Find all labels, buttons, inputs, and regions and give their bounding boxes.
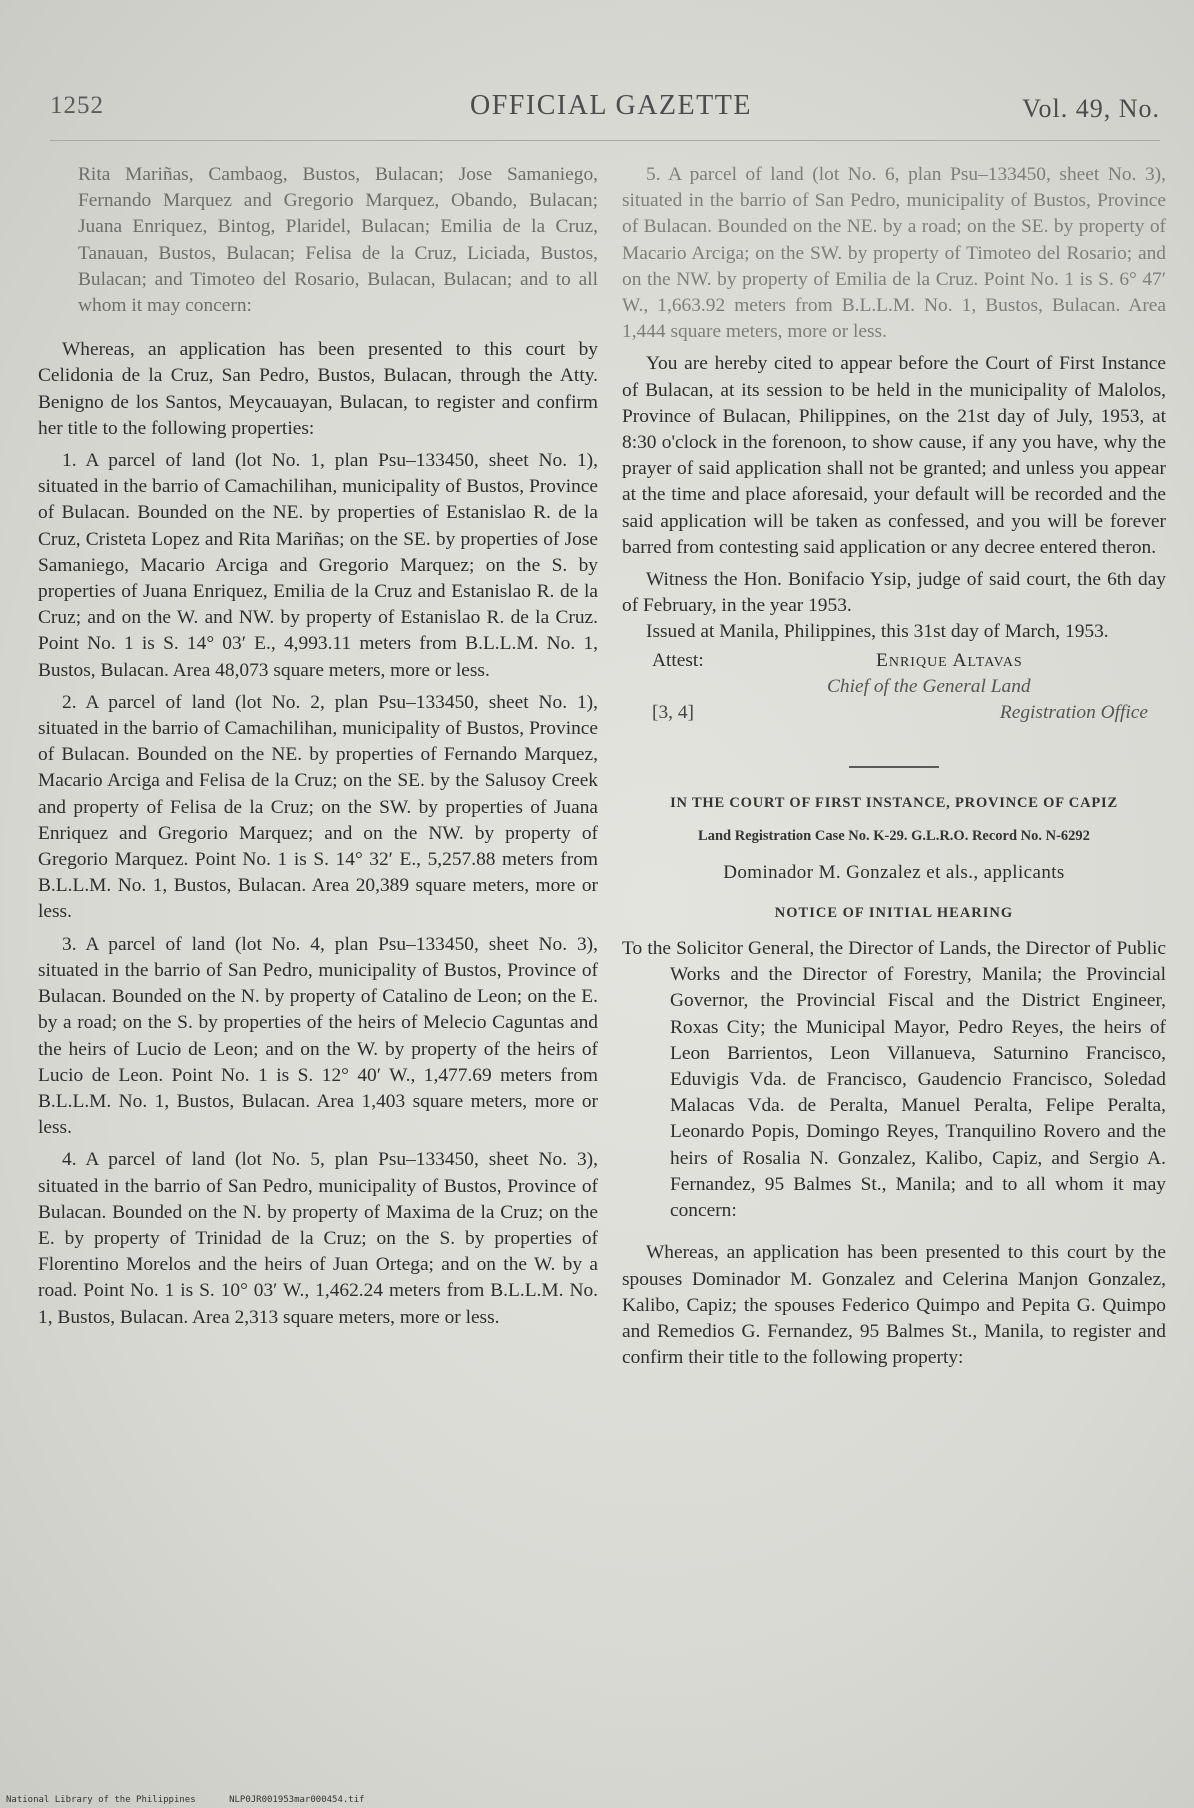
file-name: NLP0JR001953mar000454.tif (229, 1795, 365, 1805)
library-credit: National Library of the Philippines (6, 1795, 196, 1805)
parcel-4: 4. A parcel of land (lot No. 5, plan Psu–133450, sheet No. 3), situated in the barrio of San Pedro, municipality of Bustos, Province of Bulacan. Bounded on the N. by property of Maxima de la Cruz; on the E. by property of Trinidad de la Cruz; on the S. by properties of Florentino Morelos and the heirs of Juan Ortega; and on the W. by a road. Point No. 1 is S. 10° 03′ W., 1,462.24 meters from B.L.L.M. No. 1, Bustos, Bulacan. Area 2,313 square meters, more or less. (38, 1149, 598, 1328)
header-rule (50, 140, 1160, 141)
addressee-list: Rita Mariñas, Cambaog, Bustos, Bulacan; Jose Samaniego, Fernando Marquez and Gregorio Marquez, Obando, Bulacan; Juana Enriquez, Bintog, Plaridel, Bulacan; Emilia de la Cruz, Tanauan, Bustos, Bulacan; Felisa de la Cruz, Liciada, Bustos, Bulacan; and Timoteo del Rosario, Bulacan, Bulacan; and to all whom it may concern: (78, 164, 598, 317)
whereas-paragraph-2: Whereas, an application has been presented to this court by the spouses Dominador M. Gonzalez and Celerina Manjon Gonzalez, Kalibo, Capiz; the spouses Federico Quimpo and Pepita G. Quimpo and Remedios G. Fernandez, 95 Balmes St., Manila, to register and confirm their title to the following property: (622, 1242, 1166, 1369)
whereas-paragraph: Whereas, an application has been presented to this court by Celidonia de la Cruz, San Pedro, Bustos, Bulacan, through the Atty. Benigno de los Santos, Meycauayan, Bulacan, to register and confirm her title to the following properties: (38, 339, 598, 439)
right-column (622, 162, 1166, 1371)
court-heading: IN THE COURT OF FIRST INSTANCE, PROVINCE OF CAPIZ (670, 794, 1118, 811)
parcel-2: 2. A parcel of land (lot No. 2, plan Psu–133450, sheet No. 1), situated in the barrio of Camachilihan, municipality of Bustos, Province of Bulacan. Bounded on the NE. by properties of Fernando Marquez, Macario Arciga and Felisa de la Cruz; on the SE. by the Salusoy Creek and property of Felisa de la Cruz; on the SW. by properties of Juana Enriquez and Gregorio Marquez; and on the NW. by property of Gregorio Marquez. Point No. 1 is S. 14° 32′ E., 5,257.88 meters from B.L.L.M. No. 1, Bustos, Bulacan. Area 20,389 square meters, more or less. (38, 691, 598, 923)
citation-paragraph: You are hereby cited to appear before the Court of First Instance of Bulacan, at its session to be held in the municipality of Malolos, Province of Bulacan, Philippines, on the 21st day of July, 1953, at 8:30 o'clock in the forenoon, to show cause, if any you have, why the prayer of said application shall not be granted; and unless you appear at the time and place aforesaid, your default will be recorded and the said application will be taken as confessed, and you will be forever barred from contesting said application or any decree entered theron. (622, 353, 1166, 558)
publication-title: OFFICIAL GAZETTE (470, 90, 752, 121)
signer-title-line-2: Registration Office (999, 701, 1148, 723)
signer-title-line-1: Chief of the General Land (827, 675, 1031, 697)
section-divider (849, 766, 939, 768)
attestation-block (622, 648, 1166, 732)
reference-number: [3, 4] (652, 701, 695, 723)
witness-paragraph: Witness the Hon. Bonifacio Ysip, judge of said court, the 6th day of February, in the year 1953. (622, 569, 1166, 617)
volume-label: Vol. 49, No. (1022, 94, 1160, 123)
scan-footer (6, 1795, 393, 1805)
left-column (38, 162, 598, 1331)
page-number: 1252 (50, 92, 104, 119)
attest-label: Attest: (652, 649, 704, 671)
page-header (50, 88, 1160, 128)
signer-name: Enrique Altavas (876, 649, 1023, 671)
case-line: Land Registration Case No. K-29. G.L.R.O. Record No. N-6292 (698, 827, 1090, 844)
addressee-paragraph: To the Solicitor General, the Director of Lands, the Director of Public Works and the Director of Forestry, Manila; the Provincial Governor, the Provincial Fiscal and the District Engineer, Roxas City; the Municipal Mayor, Pedro Reyes, the heirs of Leon Barrientos, Leon Villanueva, Saturnino Francisco, Eduvigis Vda. de Francisco, Gaudencio Francisco, Soledad Malacas Vda. de Peralta, Manuel Peralta, Felipe Peralta, Leonardo Popis, Domingo Reyes, Tranquilino Rovero and the heirs of Rosalia N. Gonzalez, Kalibo, Capiz, and Sergio A. Fernandez, 95 Balmes St., Manila; and to all whom it may concern: (622, 938, 1166, 1222)
issued-paragraph: Issued at Manila, Philippines, this 31st day of March, 1953. (646, 621, 1109, 643)
parcel-1: 1. A parcel of land (lot No. 1, plan Psu–133450, sheet No. 1), situated in the barrio of Camachilihan, municipality of Bustos, Province of Bulacan. Bounded on the NE. by properties of Estanislao R. de la Cruz, Cristeta Lopez and Rita Mariñas; on the SE. by properties of Jose Samaniego, Macario Arciga and Gregorio Marquez; on the S. by properties of Juana Enriquez, Emilia de la Cruz and Estanislao R. de la Cruz; and on the W. and NW. by property of Estanislao R. de la Cruz. Point No. 1 is S. 14° 03′ E., 4,993.11 meters from B.L.L.M. No. 1, Bustos, Bulacan. Area 48,073 square meters, more or less. (38, 450, 598, 681)
parcel-3: 3. A parcel of land (lot No. 4, plan Psu–133450, sheet No. 3), situated in the barrio of San Pedro, municipality of Bustos, Province of Bulacan. Bounded on the N. by property of Catalino de Leon; on the E. by a road; on the S. by properties of the heirs of Melecio Caguntas and the heirs of Lucio de Leon; and on the W. by property of the heirs of Lucio de Leon. Point No. 1 is S. 12° 40′ W., 1,477.69 meters from B.L.L.M. No. 1, Bustos, Bulacan. Area 1,403 square meters, more or less. (38, 933, 598, 1139)
parcel-5: 5. A parcel of land (lot No. 6, plan Psu–133450, sheet No. 3), situated in the barrio of San Pedro, municipality of Bustos, Province of Bulacan. Bounded on the NE. by a road; on the SE. by property of Macario Arciga; on the SW. by property of Timoteo del Rosario; and on the NW. by property of Emilia de la Cruz. Point No. 1 is S. 6° 47′ W., 1,663.92 meters from B.L.L.M. No. 1, Bustos, Bulacan. Area 1,444 square meters, more or less. (622, 164, 1166, 343)
notice-title: NOTICE OF INITIAL HEARING (774, 904, 1014, 921)
applicants-line: Dominador M. Gonzalez et als., applicants (723, 861, 1065, 883)
